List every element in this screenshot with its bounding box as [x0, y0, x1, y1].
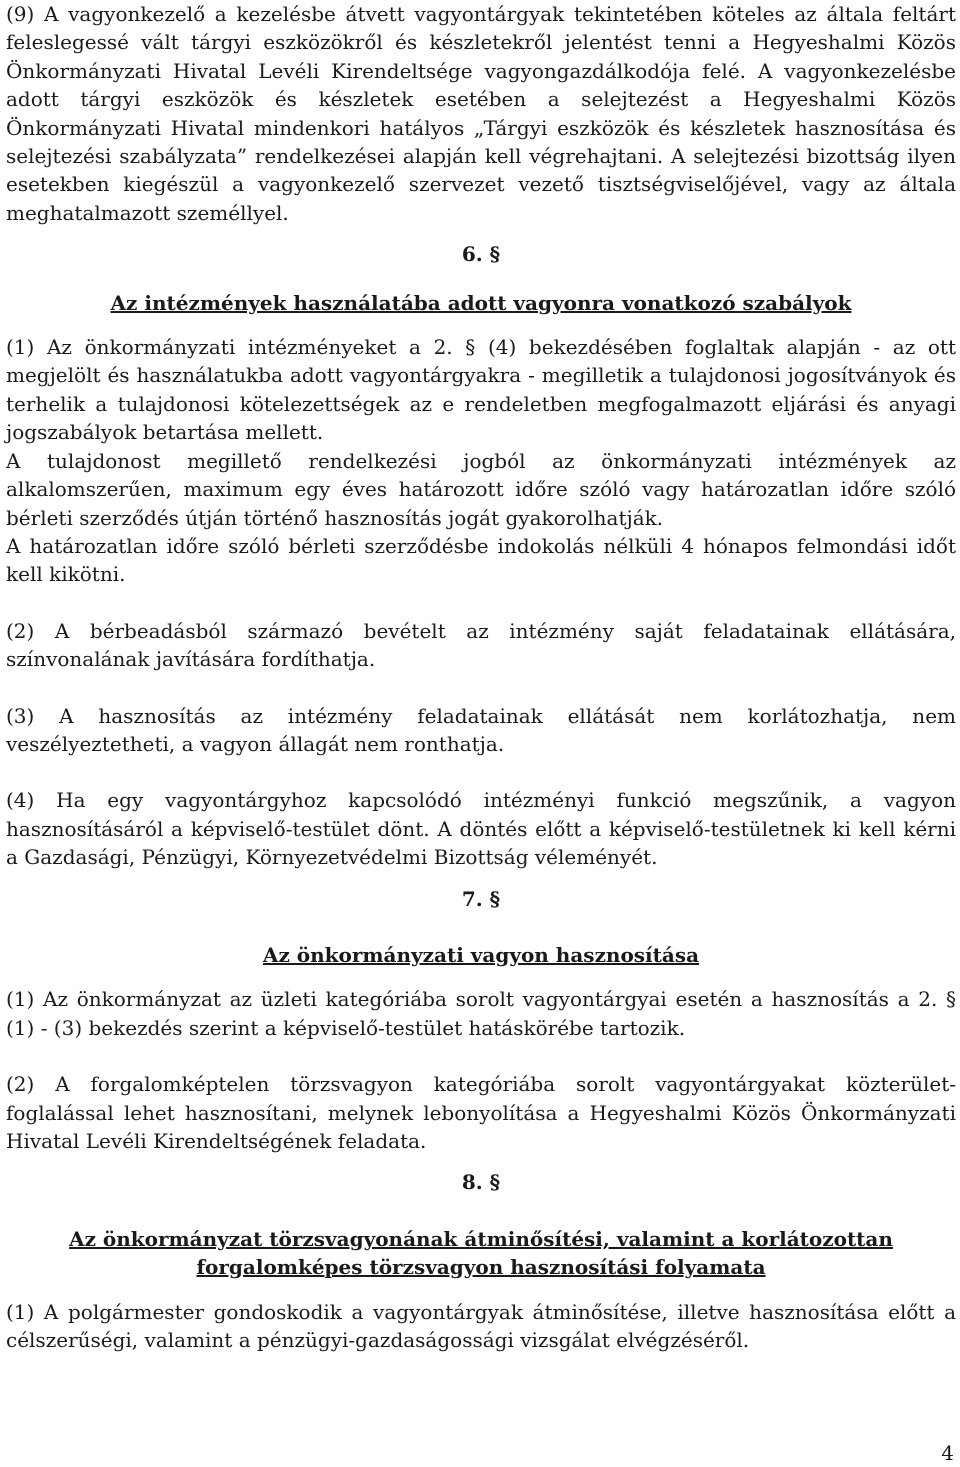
section-6-paragraph-2: (2) A bérbeadásból származó bevételt az intézmény saját feladatainak ellátására, színvonalának javítására fordíthatja. — [6, 618, 956, 672]
section-6-paragraph-4: (4) Ha egy vagyontárgyhoz kapcsolódó intézményi funkció megszűnik, a vagyon hasznosításáról a képviselő-testület dönt. A döntés előtt a képviselő-testületnek ki kell kérni a Gazdasági, Pénzügyi, Környezetvédelmi Bizottság véleményét. — [6, 788, 956, 870]
section-7-number: 7. § — [461, 886, 501, 911]
paragraph-5-9: (9) A vagyonkezelő a kezelésbe átvett vagyontárgyak tekintetében köteles az általa feltárt feleslegessé vált tárgyi eszközökről és készletekről jelentést tenni a Hegyeshalmi Közös Önkormányzati Hivatal Levéli Kirendeltsége vagyongazdálkodója felé. A vagyonkezelésbe adott tárgyi eszközök és készletek esetében a selejtezést a Hegyeshalmi Közös Önkormányzati Hivatal mindenkori hatályos „Tárgyi eszközök és készletek hasznosítása és selejtezési szabályzata” rendelkezései alapján kell végrehajtani. A selejtezési bizottság ilyen esetekben kiegészül a vagyonkezelő szervezet vezető tisztségviselőjével, vagy az általa meghatalmazott személlyel. — [6, 2, 956, 225]
document-page — [6, 0, 956, 1354]
section-6-paragraph-1c: A határozatlan időre szóló bérleti szerződésbe indokolás nélküli 4 hónapos felmondási időt kell kikötni. — [6, 533, 956, 587]
page-number: 4 — [941, 1441, 954, 1465]
section-6-title: Az intézmények használatába adott vagyonra vonatkozó szabályok — [110, 290, 852, 315]
section-6-paragraph-1a: (1) Az önkormányzati intézményeket a 2. § (4) bekezdésében foglaltak alapján - az ott megjelölt és használatukba adott vagyontárgyakra - megilletik a tulajdonosi jogosítványok és terhelik a tulajdonosi kötelezettségek az e rendeletben megfogalmazott eljárási és anyagi jogszabályok betartása mellett. — [6, 335, 956, 445]
section-7-paragraph-2: (2) A forgalomképtelen törzsvagyon kategóriába sorolt vagyontárgyakat közterület-foglalással lehet hasznosítani, melynek lebonyolítása a Hegyeshalmi Közös Önkormányzati Hivatal Levéli Kirendeltségének feladata. — [6, 1072, 956, 1153]
section-6-paragraph-1b: A tulajdonost megillető rendelkezési jogból az önkormányzati intézmények az alkalomszerűen, maximum egy éves határozott időre szóló vagy határozatlan időre szóló bérleti szerződés útján történő hasznosítás jogát gyakorolhatják. — [6, 448, 956, 530]
section-8-title-line-1: Az önkormányzat törzsvagyonának átminősítési, valamint a korlátozottan — [69, 1226, 893, 1251]
section-6-paragraph-3: (3) A hasznosítás az intézmény feladatainak ellátását nem korlátozhatja, nem veszélyeztetheti, a vagyon állagát nem ronthatja. — [6, 703, 956, 756]
section-6-number: 6. § — [461, 242, 501, 267]
section-8-number: 8. § — [461, 1170, 501, 1195]
section-7-paragraph-1: (1) Az önkormányzat az üzleti kategóriába sorolt vagyontárgyai esetén a hasznosítás a 2. § (1) - (3) bekezdés szerint a képviselő-testület hatáskörébe tartozik. — [6, 987, 956, 1040]
section-7-title: Az önkormányzati vagyon hasznosítása — [262, 942, 700, 967]
section-8-title-line-2: forgalomképes törzsvagyon hasznosítási folyamata — [196, 1255, 766, 1280]
section-8-paragraph-1: (1) A polgármester gondoskodik a vagyontárgyak átminősítése, illetve hasznosítása előtt a célszerűségi, valamint a pénzügyi-gazdaságossági vizsgálat elvégzéséről. — [6, 1299, 956, 1353]
